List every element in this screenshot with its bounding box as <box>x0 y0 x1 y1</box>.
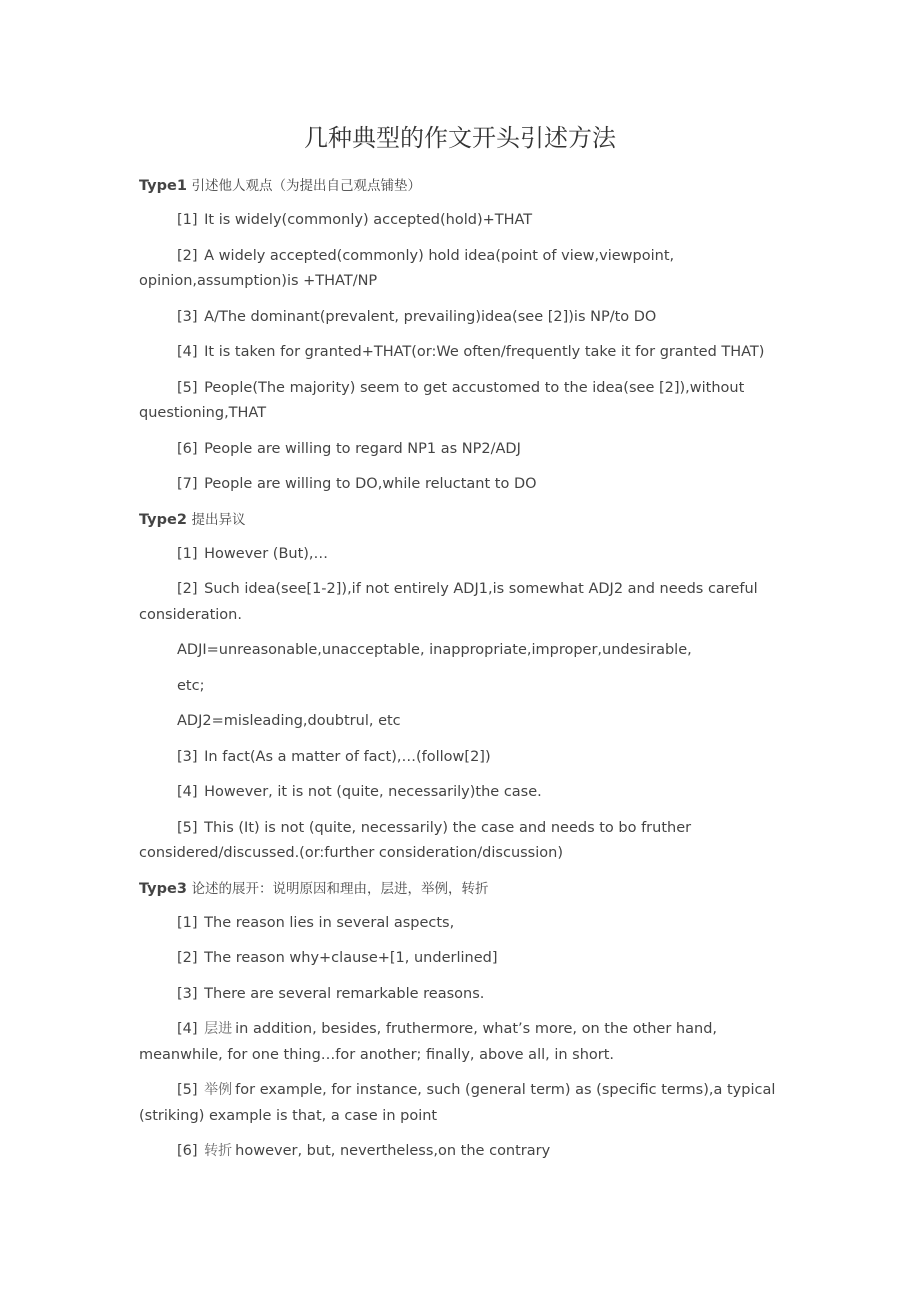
list-item: [1] However (But),… <box>177 545 329 562</box>
type-label: Type2 <box>139 511 187 528</box>
list-item: [2] The reason why+clause+[1, underlined] <box>177 950 498 966</box>
list-item: [3] In fact(As a matter of fact),…(follow[2]) <box>177 748 491 765</box>
adj2-definition: ADJ2=misleading,doubtrul, etc <box>177 713 401 729</box>
section-heading-type2 <box>139 508 804 532</box>
page-title: 几种典型的作文开头引述方法 <box>304 124 616 152</box>
list-item: [2] A widely accepted(commonly) hold idea(point of view,viewpoint, opinion,assumption)is +THAT/NP <box>139 247 675 289</box>
list-item: [3] There are several remarkable reasons. <box>177 985 485 1002</box>
type-label: Type3 <box>139 880 187 897</box>
list-item: [2] Such idea(see[1-2]),if not entirely ADJ1,is somewhat ADJ2 and needs careful consideration. <box>139 581 758 623</box>
list-item: [1] It is widely(commonly) accepted(hold)+THAT <box>177 212 533 228</box>
list-item: [4] However, it is not (quite, necessarily)the case. <box>177 784 542 800</box>
adj1-definition: ADJI=unreasonable,unacceptable, inappropriate,improper,undesirable, <box>177 642 692 658</box>
list-item: [5] 举例 for example, for instance, such (general term) as (specific terms),a typical (striking) example is that, a case in point <box>139 1082 776 1124</box>
document-body <box>139 174 804 1175</box>
section-heading-type3 <box>139 877 804 901</box>
type-label: Type1 <box>139 178 187 194</box>
type-description: 论述的展开：说明原因和理由，层进，举例，转折 <box>191 880 489 897</box>
list-item: [6] People are willing to regard NP1 as NP2/ADJ <box>177 440 521 457</box>
list-item: [3] A/The dominant(prevalent, prevailing)idea(see [2])is NP/to DO <box>177 308 657 325</box>
list-item: [1] The reason lies in several aspects, <box>177 914 455 931</box>
list-item: [4] It is taken for granted+THAT(or:We often/frequently take it for granted THAT) <box>177 344 765 360</box>
list-item: [7] People are willing to DO,while reluctant to DO <box>177 476 537 492</box>
list-item: [5] This (It) is not (quite, necessarily) the case and needs to bo fruther considered/discussed.(or:further consideration/discussion) <box>139 819 692 861</box>
type-description: 引述他人观点（为提出自己观点铺垫） <box>191 178 422 194</box>
etc-text: etc; <box>177 677 205 694</box>
type-description: 提出异议 <box>191 511 246 528</box>
list-item: [4] 层进 in addition, besides, fruthermore, what’s more, on the other hand, meanwhile, for one thing…for another; finally, above all, in short. <box>139 1021 718 1063</box>
list-item: [5] People(The majority) seem to get accustomed to the idea(see [2]),without questioning,THAT <box>139 379 745 421</box>
list-item: [6] 转折 however, but, nevertheless,on the contrary <box>177 1143 551 1159</box>
section-heading-type1 <box>139 174 804 198</box>
